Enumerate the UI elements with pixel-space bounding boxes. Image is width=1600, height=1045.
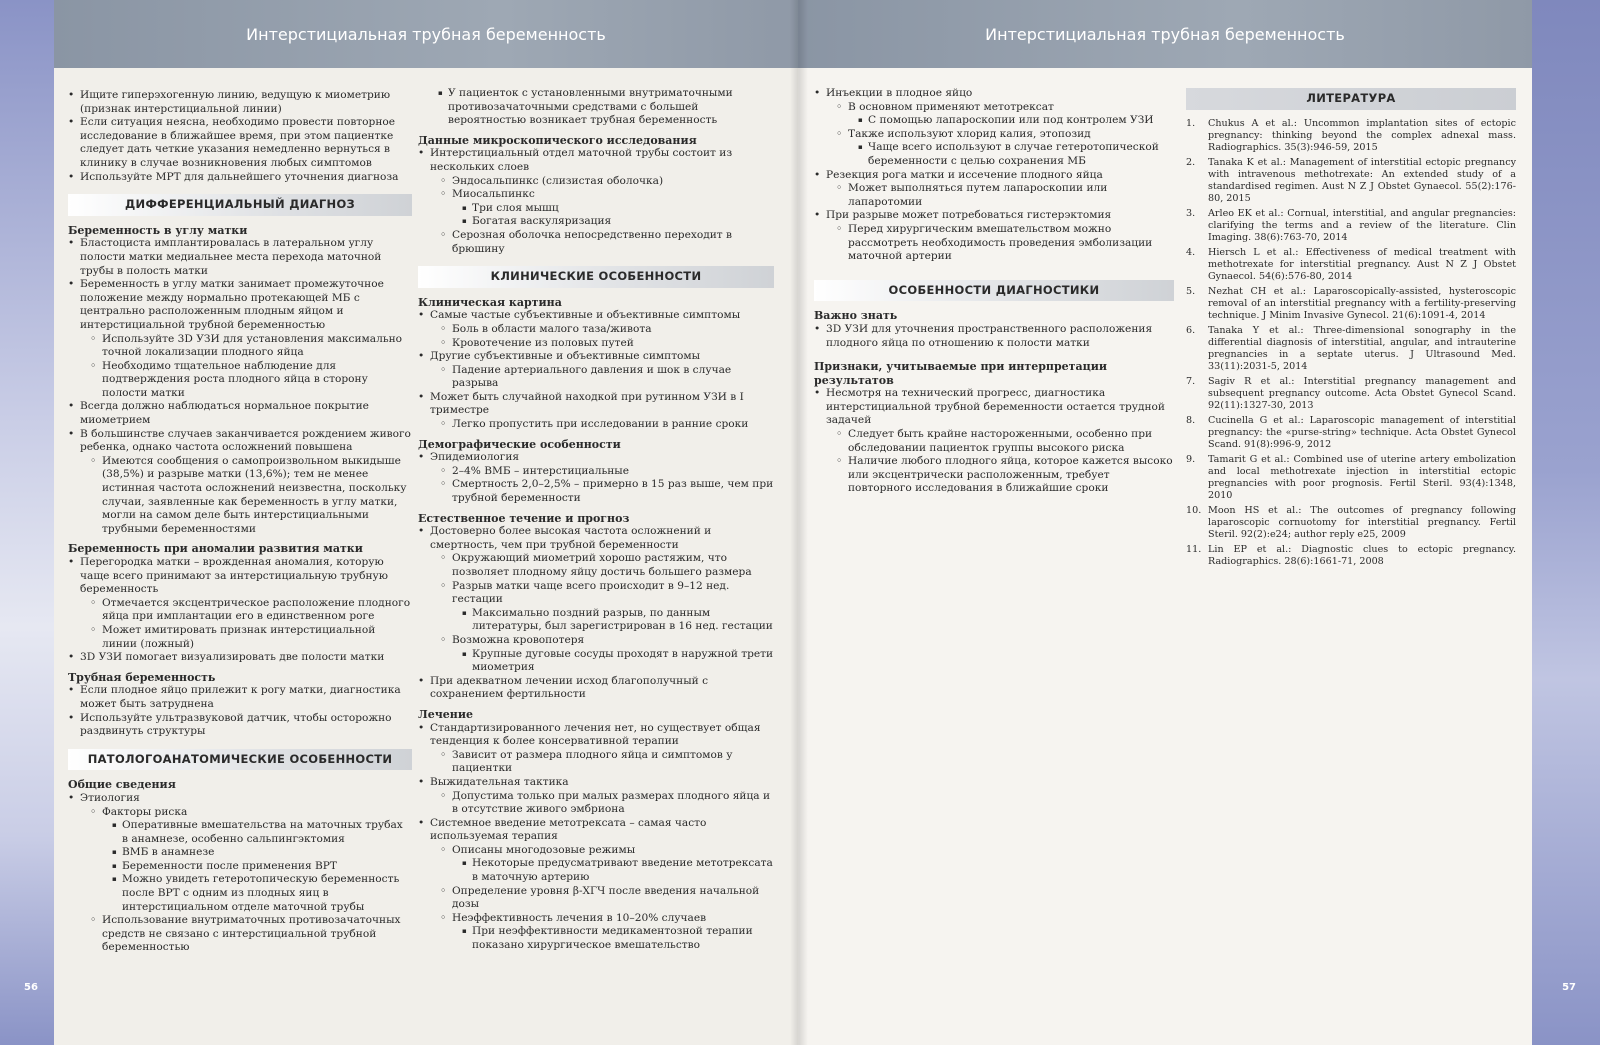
list-item: • Бластоциста имплантировалась в латеральном углу полости матки медиальнее места перехода маточной трубы в полость матки bbox=[68, 237, 412, 278]
list-item: • При разрыве может потребоваться гистерэктомия ◦ Перед хирургическим вмешательством можно рассмотреть необходимость проведения эмболизации маточной артерии bbox=[814, 209, 1174, 263]
list-item: ◦ Легко пропустить при исследовании в ранние сроки bbox=[440, 418, 774, 432]
list-item: ◦ Серозная оболочка непосредственно переходит в брюшину bbox=[440, 229, 774, 256]
left-column-1 bbox=[68, 89, 412, 955]
list-item: • В большинстве случаев заканчивается рождением живого ребенка, однако частота осложнений повышена ◦ Имеются сообщения о самопроизвольном выкидыше (38,5%) и разрыве матки (13,6%); тем не менее истинная частота осложнений неизвестна, поскольку случаи, заявленные как беременность в углу матки, могли на самом деле быть интерстициальными трубными беременностями bbox=[68, 428, 412, 537]
reference-text: Moon HS et al.: The outcomes of pregnancy following laparoscopic cornuotomy for interstitial pregnancy. Fertil Steril. 92(2):e24; author reply e25, 2009 bbox=[1208, 504, 1516, 540]
list-item: ◦ Может выполняться путем лапароскопии или лапаротомии bbox=[836, 182, 1174, 209]
list-item: ◦ Факторы риска ▪ Оперативные вмешательства на маточных трубах в анамнезе, особенно сальпингэктомия ▪ ВМБ в анамнезе ▪ Беременности после применения ВРТ ▪ Можно увидеть гетеротопическую беременность после ВРТ с одним из плодных яиц в интерстициальном отделе маточной трубы bbox=[90, 806, 412, 915]
list-item: ▪ Крупные дуговые сосуды проходят в наружной трети миометрия bbox=[462, 648, 774, 675]
right-page-header bbox=[798, 0, 1532, 68]
list-item: • Системное введение метотрексата – самая часто используемая терапия ◦ Описаны многодозовые режимы ▪ Некоторые предусматривают введение метотрексата в маточную артерию ◦ Определение уровня β-ХГЧ после введения начальной дозы ◦ Неэффективность лечения в 10–20% случаев ▪ При неэффективности медикаментозной терапии показано хирургическое вмешательство bbox=[418, 817, 774, 953]
list-item: ▪ Некоторые предусматривают введение метотрексата в маточную артерию bbox=[462, 857, 774, 884]
list-item: • 3D УЗИ помогает визуализировать две полости матки bbox=[68, 651, 412, 665]
subheading: Беременность при аномалии развития матки bbox=[68, 542, 363, 556]
list-item: • Инъекции в плодное яйцо ◦ В основном применяют метотрексат ▪ С помощью лапароскопии или под контролем УЗИ ◦ Также используют хлорид калия, этопозид ▪ Чаще всего используют в случае гетеротопической беременности с целью сохранения МБ bbox=[814, 87, 1174, 169]
subheading: Признаки, учитываемые при интерпретации результатов bbox=[814, 360, 1108, 387]
list-item: • Интерстициальный отдел маточной трубы состоит из нескольких слоев ◦ Эндосальпинкс (слизистая оболочка) ◦ Миосальпинкс ▪ Три слоя мышц ▪ Богатая васкуляризация ◦ Серозная оболочка непосредственно переходит в брюшину bbox=[418, 147, 774, 256]
list-item: • Если плодное яйцо прилежит к рогу матки, диагностика может быть затруднена bbox=[68, 684, 412, 711]
reference-number: 7. bbox=[1186, 375, 1196, 387]
list-item: ◦ Перед хирургическим вмешательством можно рассмотреть необходимость проведения эмболизации маточной артерии bbox=[836, 223, 1174, 264]
book-gutter bbox=[790, 0, 808, 1045]
list-item: • Несмотря на технический прогресс, диагностика интерстициальной трубной беременности остается трудной задачей ◦ Следует быть крайне настороженными, особенно при обследовании пациенток группы высокого риска ◦ Наличие любого плодного яйца, которое кажется высоко или эксцентрически расположенным, требует повторного исследования в ближайшие сроки bbox=[814, 387, 1174, 496]
list-item: ◦ Также используют хлорид калия, этопозид ▪ Чаще всего используют в случае гетеротопической беременности с целью сохранения МБ bbox=[836, 128, 1174, 169]
list-item: ▪ Беременности после применения ВРТ bbox=[112, 860, 412, 874]
list-item: ◦ Использование внутриматочных противозачаточных средств не связано с интерстициальной трубной беременностью bbox=[90, 914, 412, 955]
page-number: 56 bbox=[24, 982, 38, 993]
list-item: • Самые частые субъективные и объективные симптомы ◦ Боль в области малого таза/живота ◦ Кровотечение из половых путей bbox=[418, 309, 774, 350]
reference-number: 2. bbox=[1186, 156, 1196, 168]
list-item: ▪ Чаще всего используют в случае гетеротопической беременности с целью сохранения МБ bbox=[858, 141, 1174, 168]
reference-item bbox=[1186, 157, 1516, 205]
reference-text: Arleo EK et al.: Cornual, interstitial, and angular pregnancies: clarifying the terms and a review of the literature. Clin Imaging. 38(6):763-70, 2014 bbox=[1208, 207, 1516, 243]
list-item: • Ищите гиперэхогенную линию, ведущую к миометрию (признак интерстициальной линии) bbox=[68, 89, 412, 116]
list-item: ▪ ВМБ в анамнезе bbox=[112, 846, 412, 860]
reference-number: 4. bbox=[1186, 246, 1196, 258]
list-item: ▪ Оперативные вмешательства на маточных трубах в анамнезе, особенно сальпингэктомия bbox=[112, 819, 412, 846]
reference-number: 3. bbox=[1186, 207, 1196, 219]
subheading: Естественное течение и прогноз bbox=[418, 511, 630, 525]
list-item: ▪ При неэффективности медикаментозной терапии показано хирургическое вмешательство bbox=[462, 925, 774, 952]
list-item: ▪ Три слоя мышц bbox=[462, 202, 774, 216]
reference-item bbox=[1186, 376, 1516, 412]
reference-text: Lin EP et al.: Diagnostic clues to ectopic pregnancy. Radiographics. 28(6):1661-71, 2008 bbox=[1208, 543, 1516, 567]
reference-item bbox=[1186, 415, 1516, 451]
reference-number: 11. bbox=[1186, 543, 1202, 555]
list-item: ◦ Описаны многодозовые режимы ▪ Некоторые предусматривают введение метотрексата в маточную артерию bbox=[440, 844, 774, 885]
reference-item bbox=[1186, 286, 1516, 322]
references-heading: ЛИТЕРАТУРА bbox=[1186, 88, 1516, 110]
list-item: • Этиология ◦ Факторы риска ▪ Оперативные вмешательства на маточных трубах в анамнезе, особенно сальпингэктомия ▪ ВМБ в анамнезе ▪ Беременности после применения ВРТ ▪ Можно увидеть гетеротопическую беременность после ВРТ с одним из плодных яиц в интерстициальном отделе маточной трубы ◦ Использование внутриматочных противозачаточных средств не связано с интерстициальной трубной беременностью bbox=[68, 792, 412, 955]
reference-text: Sagiv R et al.: Interstitial pregnancy management and subsequent pregnancy outcome. Acta Obstet Gynecol Scand. 92(11):1327-30, 2013 bbox=[1208, 375, 1516, 411]
list-item: ◦ Кровотечение из половых путей bbox=[440, 337, 774, 351]
references-list bbox=[1186, 118, 1516, 568]
subheading: Общие сведения bbox=[68, 778, 176, 792]
left-page-header bbox=[54, 0, 798, 68]
list-item: ◦ Определение уровня β-ХГЧ после введения начальной дозы bbox=[440, 885, 774, 912]
subheading: Важно знать bbox=[814, 309, 898, 323]
list-item: • Беременность в углу матки занимает промежуточное положение между нормально протекающей МБ с центрально расположенным плодным яйцом и интерстициальной трубной беременностью ◦ Используйте 3D УЗИ для установления максимально точной локализации плодного яйца ◦ Необходимо тщательное наблюдение для подтверждения роста плодного яйца в сторону полости матки bbox=[68, 278, 412, 400]
reference-number: 9. bbox=[1186, 453, 1196, 465]
reference-number: 5. bbox=[1186, 285, 1196, 297]
list-item: • 3D УЗИ для уточнения пространственного расположения плодного яйца по отношению к полости матки bbox=[814, 323, 1174, 350]
list-item: ◦ Смертность 2,0–2,5% – примерно в 15 раз выше, чем при трубной беременности bbox=[440, 478, 774, 505]
list-item: ▪ С помощью лапароскопии или под контролем УЗИ bbox=[858, 114, 1174, 128]
list-item: ◦ Окружающий миометрий хорошо растяжим, что позволяет плодному яйцу достичь большего размера bbox=[440, 552, 774, 579]
section-heading: КЛИНИЧЕСКИЕ ОСОБЕННОСТИ bbox=[418, 266, 774, 288]
reference-text: Cucinella G et al.: Laparoscopic management of interstitial pregnancy: the «purse-string» technique. Acta Obstet Gynecol Scand. 91(8):996-9, 2012 bbox=[1208, 414, 1516, 450]
right-edge-strip bbox=[1532, 0, 1600, 1045]
reference-item bbox=[1186, 505, 1516, 541]
section-heading: ПАТОЛОГОАНАТОМИЧЕСКИЕ ОСОБЕННОСТИ bbox=[68, 749, 412, 771]
reference-text: Hiersch L et al.: Effectiveness of medical treatment with methotrexate for interstitial pregnancy. Aust N Z J Obstet Gynaecol. 54(6):576-80, 2014 bbox=[1208, 246, 1516, 282]
list-item: • Всегда должно наблюдаться нормальное покрытие миометрием bbox=[68, 400, 412, 427]
list-item: ▪ У пациенток с установленными внутриматочными противозачаточными средствами с большей вероятностью возникает трубная беременность bbox=[438, 87, 774, 128]
subheading: Трубная беременность bbox=[68, 670, 216, 684]
list-item: • Используйте ультразвуковой датчик, чтобы осторожно раздвинуть структуры bbox=[68, 712, 412, 739]
list-item: ◦ Неэффективность лечения в 10–20% случаев ▪ При неэффективности медикаментозной терапии показано хирургическое вмешательство bbox=[440, 912, 774, 953]
reference-number: 1. bbox=[1186, 117, 1196, 129]
left-page bbox=[0, 0, 798, 1045]
reference-text: Tamarit G et al.: Combined use of uterine artery embolization and local methotrexate injection in interstitial ectopic pregnancies with poor prognosis. Fertil Steril. 93(4):1348, 2010 bbox=[1208, 453, 1516, 501]
list-item: • Выжидательная тактика ◦ Допустима только при малых размерах плодного яйца и в отсутствие живого эмбриона bbox=[418, 776, 774, 817]
right-page bbox=[798, 0, 1600, 1045]
references-column bbox=[1186, 88, 1516, 571]
reference-number: 10. bbox=[1186, 504, 1202, 516]
list-item: • Перегородка матки – врожденная аномалия, которую чаще всего принимают за интерстициальную трубную беременность ◦ Отмечается эксцентрическое расположение плодного яйца при имплантации его в единственном роге ◦ Может имитировать признак интерстициальной линии (ложный) bbox=[68, 556, 412, 651]
list-item: ◦ Боль в области малого таза/живота bbox=[440, 323, 774, 337]
list-item: ◦ Может имитировать признак интерстициальной линии (ложный) bbox=[90, 624, 412, 651]
list-item: ◦ Необходимо тщательное наблюдение для подтверждения роста плодного яйца в сторону полости матки bbox=[90, 360, 412, 401]
page-number: 57 bbox=[1562, 982, 1576, 993]
subheading: Клиническая картина bbox=[418, 295, 562, 309]
subheading: Данные микроскопического исследования bbox=[418, 133, 697, 147]
list-item: • Другие субъективные и объективные симптомы ◦ Падение артериального давления и шок в случае разрыва bbox=[418, 350, 774, 391]
list-item: ◦ Возможна кровопотеря ▪ Крупные дуговые сосуды проходят в наружной трети миометрия bbox=[440, 634, 774, 675]
reference-text: Chukus A et al.: Uncommon implantation sites of ectopic pregnancy: thinking beyond the complex adnexal mass. Radiographics. 35(3):946-59, 2015 bbox=[1208, 117, 1516, 153]
subheading: Беременность в углу матки bbox=[68, 223, 248, 237]
reference-number: 6. bbox=[1186, 324, 1196, 336]
subheading: Демографические особенности bbox=[418, 437, 621, 451]
reference-number: 8. bbox=[1186, 414, 1196, 426]
reference-item bbox=[1186, 208, 1516, 244]
list-item: ◦ Имеются сообщения о самопроизвольном выкидыше (38,5%) и разрыве матки (13,6%); тем не менее истинная частота осложнений неизвестна, поскольку случаи, заявленные как беременность в углу матки, могли на самом деле быть интерстициальными трубными беременностями bbox=[90, 455, 412, 537]
list-item: • Эпидемиология ◦ 2–4% ВМБ – интерстициальные ◦ Смертность 2,0–2,5% – примерно в 15 раз выше, чем при трубной беременности bbox=[418, 451, 774, 505]
right-column-1 bbox=[814, 87, 1174, 496]
reference-text: Tanaka K et al.: Management of interstitial ectopic pregnancy with intravenous methotrexate: An extended study of a standardised regimen. Aust N Z J Obstet Gynaecol. 55(2):176-80, 2015 bbox=[1208, 156, 1516, 204]
list-item: • Если ситуация неясна, необходимо провести повторное исследование в ближайшее время, при этом пациентке следует дать четкие указания немедленно вернуться в клинику в случае возникновения любых симптомов bbox=[68, 116, 412, 170]
section-heading: ДИФФЕРЕНЦИАЛЬНЫЙ ДИАГНОЗ bbox=[68, 194, 412, 216]
list-item: • При адекватном лечении исход благополучный с сохранением фертильности bbox=[418, 675, 774, 702]
list-item: • Стандартизированного лечения нет, но существует общая тенденция к более консервативной терапии ◦ Зависит от размера плодного яйца и симптомов у пациентки bbox=[418, 722, 774, 776]
list-item: • Резекция рога матки и иссечение плодного яйца ◦ Может выполняться путем лапароскопии или лапаротомии bbox=[814, 169, 1174, 210]
list-item: ◦ Разрыв матки чаще всего происходит в 9–12 нед. гестации ▪ Максимально поздний разрыв, по данным литературы, был зарегистрирован в 16 нед. гестации bbox=[440, 580, 774, 634]
list-item: ▪ Можно увидеть гетеротопическую беременность после ВРТ с одним из плодных яиц в интерстициальном отделе маточной трубы bbox=[112, 873, 412, 914]
reference-item bbox=[1186, 118, 1516, 154]
list-item: ◦ 2–4% ВМБ – интерстициальные bbox=[440, 465, 774, 479]
subheading: Лечение bbox=[418, 707, 473, 721]
list-item: ◦ В основном применяют метотрексат ▪ С помощью лапароскопии или под контролем УЗИ bbox=[836, 101, 1174, 128]
reference-item bbox=[1186, 544, 1516, 568]
reference-item bbox=[1186, 325, 1516, 373]
list-item: ▪ Максимально поздний разрыв, по данным литературы, был зарегистрирован в 16 нед. гестации bbox=[462, 607, 774, 634]
left-column-2 bbox=[418, 87, 774, 953]
left-edge-strip bbox=[0, 0, 54, 1045]
list-item: ◦ Отмечается эксцентрическое расположение плодного яйца при имплантации его в единственном роге bbox=[90, 597, 412, 624]
list-item: ◦ Падение артериального давления и шок в случае разрыва bbox=[440, 364, 774, 391]
list-item: ◦ Эндосальпинкс (слизистая оболочка) bbox=[440, 175, 774, 189]
header-title: Интерстициальная трубная беременность bbox=[985, 24, 1345, 44]
header-title: Интерстициальная трубная беременность bbox=[246, 24, 606, 44]
list-item: ◦ Допустима только при малых размерах плодного яйца и в отсутствие живого эмбриона bbox=[440, 790, 774, 817]
list-item: ◦ Миосальпинкс ▪ Три слоя мышц ▪ Богатая васкуляризация bbox=[440, 188, 774, 229]
list-item: ▪ Богатая васкуляризация bbox=[462, 215, 774, 229]
list-item: ◦ Наличие любого плодного яйца, которое кажется высоко или эксцентрически расположенным, требует повторного исследования в ближайшие сроки bbox=[836, 455, 1174, 496]
reference-text: Tanaka Y et al.: Three-dimensional sonography in the differential diagnosis of interstitial, angular, and intrauterine pregnancies in a septate uterus. J Ultrasound Med. 33(11):2031-5, 2014 bbox=[1208, 324, 1516, 372]
list-item: • Может быть случайной находкой при рутинном УЗИ в I триместре ◦ Легко пропустить при исследовании в ранние сроки bbox=[418, 391, 774, 432]
list-item: ◦ Зависит от размера плодного яйца и симптомов у пациентки bbox=[440, 749, 774, 776]
reference-text: Nezhat CH et al.: Laparoscopically-assisted, hysteroscopic removal of an interstitial pregnancy with a fertility-preserving technique. J Minim Invasive Gynecol. 21(6):1091-4, 2014 bbox=[1208, 285, 1516, 321]
reference-item bbox=[1186, 247, 1516, 283]
list-item: • Используйте МРТ для дальнейшего уточнения диагноза bbox=[68, 171, 412, 185]
reference-item bbox=[1186, 454, 1516, 502]
list-item: ◦ Следует быть крайне настороженными, особенно при обследовании пациенток группы высокого риска bbox=[836, 428, 1174, 455]
list-item: ◦ Используйте 3D УЗИ для установления максимально точной локализации плодного яйца bbox=[90, 333, 412, 360]
section-heading: ОСОБЕННОСТИ ДИАГНОСТИКИ bbox=[814, 280, 1174, 302]
list-item: • Достоверно более высокая частота осложнений и смертность, чем при трубной беременности ◦ Окружающий миометрий хорошо растяжим, что позволяет плодному яйцу достичь большего размера ◦ Разрыв матки чаще всего происходит в 9–12 нед. гестации ▪ Максимально поздний разрыв, по данным литературы, был зарегистрирован в 16 нед. гестации ◦ Возможна кровопотеря ▪ Крупные дуговые сосуды проходят в наружной трети миометрия bbox=[418, 525, 774, 675]
